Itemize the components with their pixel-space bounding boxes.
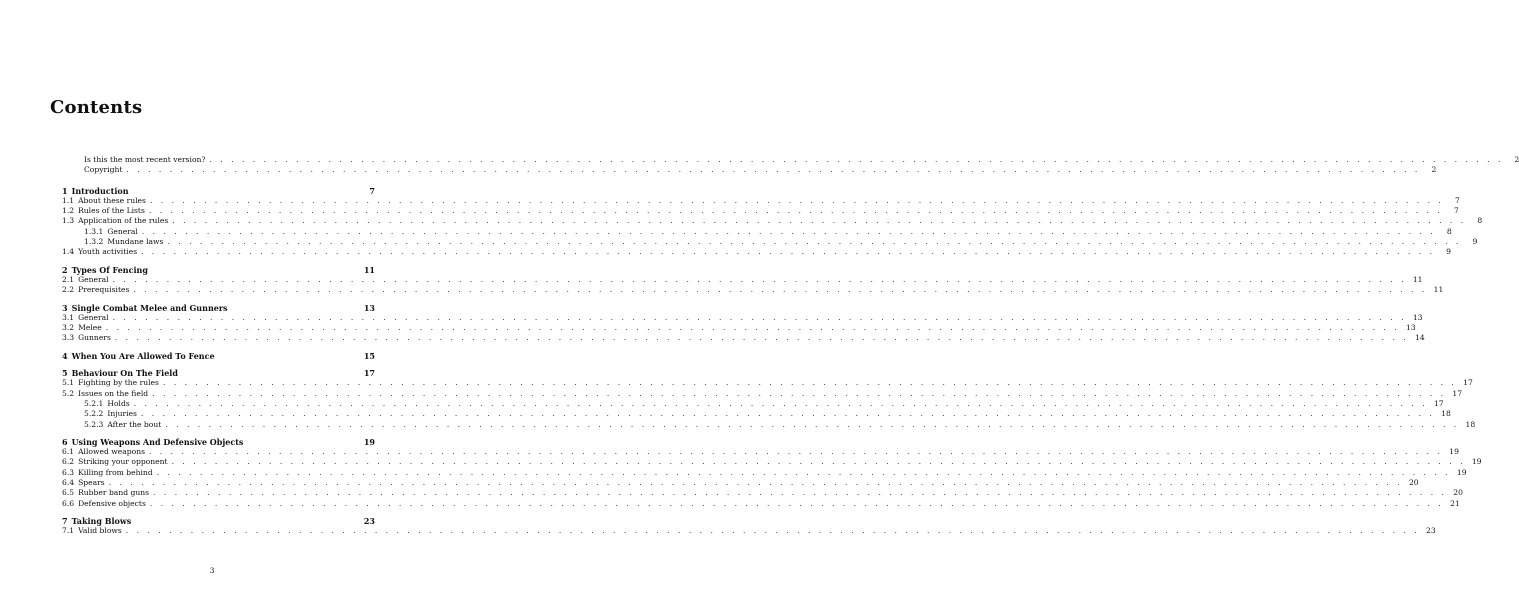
dot-leader: . . . . . . . . . . . . . . . . . . . . . . . . . . . . . . . . . . . . . . . . . . . . . . . . . . . . . . . . . . . . . . . . . . . . . . . . . . . . . . . . . . . . . . . . . . . . . . . . . . . . . . . . . . . . . . . . . . . . . . . . <box>141 247 1436 257</box>
chapter-page: 13 <box>363 302 375 313</box>
entry-number: 3.1 <box>62 312 75 322</box>
entry-page: 13 <box>1406 323 1416 333</box>
chapter-title: When You Are Allowed To Fence <box>71 350 215 361</box>
toc-chapter-entry[interactable] <box>62 351 375 361</box>
chapter-number: 5 <box>62 368 68 379</box>
toc-section-entry[interactable] <box>62 206 1459 216</box>
entry-title: Application of the rules <box>78 216 169 226</box>
entry-page: 17 <box>1463 378 1473 388</box>
dot-leader: . . . . . . . . . . . . . . . . . . . . . . . . . . . . . . . . . . . . . . . . . . . . . . . . . . . . . . . . . . . . . . . . . . . . . . . . . . . . . . . . . . . . . . . . . . . . . . . . . . . . . . . . . . . . . . . . . . . . . . . . <box>165 419 1460 429</box>
dot-leader: . . . . . . . . . . . . . . . . . . . . . . . . . . . . . . . . . . . . . . . . . . . . . . . . . . . . . . . . . . . . . . . . . . . . . . . . . . . . . . . . . . . . . . . . . . . . . . . . . . . . . . . . . . . . . . . . . . . . . . . . <box>148 206 1443 216</box>
entry-title: Rules of the Lists <box>78 206 145 216</box>
toc-subsection-entry[interactable] <box>62 226 1452 237</box>
entry-page: 2 <box>1514 155 1519 164</box>
chapter-title: Behaviour On The Field <box>71 368 178 379</box>
entry-title: Is this the most recent version? <box>84 155 206 164</box>
toc-subsection-entry[interactable] <box>62 409 1451 419</box>
entry-number: 1.3.2 <box>84 237 104 247</box>
toc-section-entry[interactable] <box>62 457 1482 467</box>
dot-leader: . . . . . . . . . . . . . . . . . . . . . . . . . . . . . . . . . . . . . . . . . . . . . . . . . . . . . . . . . . . . . . . . . . . . . . . . . . . . . . . . . . . . . . . . . . . . . . . . . . . . . . . . . . . . . . . . . . . . . . . . <box>167 237 1462 247</box>
dot-leader: . . . . . . . . . . . . . . . . . . . . . . . . . . . . . . . . . . . . . . . . . . . . . . . . . . . . . . . . . . . . . . . . . . . . . . . . . . . . . . . . . . . . . . . . . . . . . . . . . . . . . . . . . . . . . . . . . . . . . . . . <box>141 226 1436 236</box>
toc-chapter-entry[interactable] <box>62 516 375 526</box>
toc-section-entry[interactable] <box>62 498 1460 509</box>
entry-title: Mundane laws <box>107 237 164 247</box>
entry-page: 7 <box>1453 206 1459 216</box>
dot-leader: . . . . . . . . . . . . . . . . . . . . . . . . . . . . . . . . . . . . . . . . . . . . . . . . . . . . . . . . . . . . . . . . . . . . . . . . . . . . . . . . . . . . . . . . . . . . . . . . . . . . . . . . . . . . . . . . . . . . . . . . <box>149 498 1444 508</box>
toc-front-entry[interactable] <box>62 155 1519 165</box>
toc-section-entry[interactable] <box>62 323 1416 333</box>
entry-number: 5.2 <box>62 388 75 398</box>
chapter-page: 23 <box>363 515 375 526</box>
toc-chapter-entry[interactable] <box>62 368 375 378</box>
toc-section-entry[interactable] <box>62 447 1459 457</box>
entry-title: Striking your opponent <box>78 457 168 467</box>
entry-page: 11 <box>1433 285 1444 295</box>
entry-number: 1.3 <box>62 216 75 226</box>
entry-page: 17 <box>1452 388 1463 398</box>
entry-title: Youth activities <box>78 247 138 257</box>
entry-number: 2.1 <box>62 274 75 284</box>
entry-number: 3.2 <box>62 323 75 333</box>
entry-page: 2 <box>1431 165 1437 175</box>
dot-leader: . . . . . . . . . . . . . . . . . . . . . . . . . . . . . . . . . . . . . . . . . . . . . . . . . . . . . . . . . . . . . . . . . . . . . . . . . . . . . . . . . . . . . . . . . . . . . . . . . . . . . . . . . . . . . . . . . . . . . . . . <box>125 526 1420 536</box>
entry-number: 1.3.1 <box>84 226 104 236</box>
entry-title: Injuries <box>107 409 137 419</box>
entry-number: 7.1 <box>62 526 75 536</box>
chapter-number: 3 <box>62 302 68 313</box>
dot-leader: . . . . . . . . . . . . . . . . . . . . . . . . . . . . . . . . . . . . . . . . . . . . . . . . . . . . . . . . . . . . . . . . . . . . . . . . . . . . . . . . . . . . . . . . . . . . . . . . . . . . . . . . . . . . . . . . . . . . . . . . <box>133 398 1428 408</box>
entry-page: 20 <box>1408 478 1419 488</box>
entry-number: 5.2.1 <box>84 398 104 408</box>
entry-number: 6.6 <box>62 498 75 508</box>
entry-number: 6.4 <box>62 478 75 488</box>
dot-leader: . . . . . . . . . . . . . . . . . . . . . . . . . . . . . . . . . . . . . . . . . . . . . . . . . . . . . . . . . . . . . . . . . . . . . . . . . . . . . . . . . . . . . . . . . . . . . . . . . . . . . . . . . . . . . . . . . . . . . . . . <box>156 467 1451 477</box>
page-title: Contents <box>50 97 143 118</box>
entry-number: 6.2 <box>62 457 75 467</box>
entry-title: Allowed weapons <box>78 447 146 457</box>
page-number: 3 <box>209 566 215 575</box>
dot-leader: . . . . . . . . . . . . . . . . . . . . . . . . . . . . . . . . . . . . . . . . . . . . . . . . . . . . . . . . . . . . . . . . . . . . . . . . . . . . . . . . . . . . . . . . . . . . . . . . . . . . . . . . . . . . . . . . . . . . . . . . <box>105 323 1400 333</box>
toc-subsection-entry[interactable] <box>62 237 1478 247</box>
entry-number: 6.1 <box>62 447 75 457</box>
entry-page: 7 <box>1455 195 1460 205</box>
entry-title: About these rules <box>78 195 146 205</box>
toc-chapter-entry[interactable] <box>62 265 375 275</box>
dot-leader: . . . . . . . . . . . . . . . . . . . . . . . . . . . . . . . . . . . . . . . . . . . . . . . . . . . . . . . . . . . . . . . . . . . . . . . . . . . . . . . . . . . . . . . . . . . . . . . . . . . . . . . . . . . . . . . . . . . . . . . . <box>152 388 1447 398</box>
toc-section-entry[interactable] <box>62 195 1460 206</box>
table-of-contents <box>62 155 1519 537</box>
entry-page: 21 <box>1450 498 1460 508</box>
toc-section-entry[interactable] <box>62 478 1419 488</box>
dot-leader: . . . . . . . . . . . . . . . . . . . . . . . . . . . . . . . . . . . . . . . . . . . . . . . . . . . . . . . . . . . . . . . . . . . . . . . . . . . . . . . . . . . . . . . . . . . . . . . . . . . . . . . . . . . . . . . . . . . . . . . . <box>114 333 1409 343</box>
dot-leader: . . . . . . . . . . . . . . . . . . . . . . . . . . . . . . . . . . . . . . . . . . . . . . . . . . . . . . . . . . . . . . . . . . . . . . . . . . . . . . . . . . . . . . . . . . . . . . . . . . . . . . . . . . . . . . . . . . . . . . . . <box>140 409 1435 419</box>
toc-section-entry[interactable] <box>62 285 1444 295</box>
dot-leader: . . . . . . . . . . . . . . . . . . . . . . . . . . . . . . . . . . . . . . . . . . . . . . . . . . . . . . . . . . . . . . . . . . . . . . . . . . . . . . . . . . . . . . . . . . . . . . . . . . . . . . . . . . . . . . . . . . . . . . . . <box>149 447 1443 457</box>
entry-title: Defensive objects <box>78 498 146 508</box>
dot-leader: . . . . . . . . . . . . . . . . . . . . . . . . . . . . . . . . . . . . . . . . . . . . . . . . . . . . . . . . . . . . . . . . . . . . . . . . . . . . . . . . . . . . . . . . . . . . . . . . . . . . . . . . . . . . . . . . . . . . . . . . <box>171 457 1466 467</box>
entry-page: 19 <box>1456 467 1467 477</box>
entry-page: 8 <box>1477 216 1483 226</box>
toc-chapter-entry[interactable] <box>62 437 375 447</box>
toc-section-entry[interactable] <box>62 488 1463 498</box>
chapter-title: Using Weapons And Defensive Objects <box>71 436 244 447</box>
toc-section-entry[interactable] <box>62 378 1473 388</box>
toc-chapter-entry[interactable] <box>62 186 375 196</box>
toc-subsection-entry[interactable] <box>62 398 1444 409</box>
chapter-page: 19 <box>363 436 375 447</box>
chapter-number: 2 <box>62 264 68 275</box>
toc-section-entry[interactable] <box>62 216 1483 226</box>
dot-leader: . . . . . . . . . . . . . . . . . . . . . . . . . . . . . . . . . . . . . . . . . . . . . . . . . . . . . . . . . . . . . . . . . . . . . . . . . . . . . . . . . . . . . . . . . . . . . . . . . . . . . . . . . . . . . . . . . . . . . . . . <box>112 312 1407 322</box>
toc-section-entry[interactable] <box>62 388 1463 399</box>
entry-title: Gunners <box>78 333 111 343</box>
dot-leader: . . . . . . . . . . . . . . . . . . . . . . . . . . . . . . . . . . . . . . . . . . . . . . . . . . . . . . . . . . . . . . . . . . . . . . . . . . . . . . . . . . . . . . . . . . . . . . . . . . . . . . . . . . . . . . . . . . . . . . . . <box>108 478 1403 488</box>
entry-title: Melee <box>78 323 102 333</box>
entry-page: 9 <box>1446 247 1452 257</box>
dot-leader: . . . . . . . . . . . . . . . . . . . . . . . . . . . . . . . . . . . . . . . . . . . . . . . . . . . . . . . . . . . . . . . . . . . . . . . . . . . . . . . . . . . . . . . . . . . . . . . . . . . . . . . . . . . . . . . . . . . . . . . . <box>153 488 1447 498</box>
entry-number: 1.1 <box>62 195 75 205</box>
dot-leader: . . . . . . . . . . . . . . . . . . . . . . . . . . . . . . . . . . . . . . . . . . . . . . . . . . . . . . . . . . . . . . . . . . . . . . . . . . . . . . . . . . . . . . . . . . . . . . . . . . . . . . . . . . . . . . . . . . . . . . . . <box>112 274 1407 284</box>
chapter-page: 7 <box>369 185 375 196</box>
entry-title: Rubber band guns <box>78 488 150 498</box>
toc-front-entry[interactable] <box>62 165 1437 175</box>
entry-title: Issues on the field <box>78 388 149 398</box>
entry-page: 11 <box>1412 274 1423 284</box>
entry-number: 5.2.2 <box>84 409 104 419</box>
entry-title: General <box>107 226 138 236</box>
entry-page: 19 <box>1449 447 1459 457</box>
dot-leader: . . . . . . . . . . . . . . . . . . . . . . . . . . . . . . . . . . . . . . . . . . . . . . . . . . . . . . . . . . . . . . . . . . . . . . . . . . . . . . . . . . . . . . . . . . . . . . . . . . . . . . . . . . . . . . . . . . . . . . . . <box>149 195 1444 205</box>
entry-title: General <box>78 274 109 284</box>
entry-title: Fighting by the rules <box>78 378 159 388</box>
entry-page: 9 <box>1472 237 1478 247</box>
chapter-number: 4 <box>62 350 68 361</box>
toc-section-entry[interactable] <box>62 247 1452 257</box>
entry-number: 5.2.3 <box>84 419 104 429</box>
entry-page: 18 <box>1441 409 1451 419</box>
toc-section-entry[interactable] <box>62 274 1423 285</box>
chapter-title: Introduction <box>71 185 129 196</box>
entry-number: 1.4 <box>62 247 75 257</box>
entry-page: 23 <box>1426 526 1436 536</box>
chapter-title: Taking Blows <box>71 515 132 526</box>
dot-leader: . . . . . . . . . . . . . . . . . . . . . . . . . . . . . . . . . . . . . . . . . . . . . . . . . . . . . . . . . . . . . . . . . . . . . . . . . . . . . . . . . . . . . . . . . . . . . . . . . . . . . . . . . . . . . . . . . . . . . . . . <box>162 378 1457 388</box>
entry-number: 6.5 <box>62 488 75 498</box>
entry-page: 19 <box>1471 457 1482 467</box>
entry-number: 6.3 <box>62 467 75 477</box>
dot-leader: . . . . . . . . . . . . . . . . . . . . . . . . . . . . . . . . . . . . . . . . . . . . . . . . . . . . . . . . . . . . . . . . . . . . . . . . . . . . . . . . . . . . . . . . . . . . . . . . . . . . . . . . . . . . . . . . . . . . . . . . <box>209 155 1504 164</box>
entry-page: 20 <box>1453 488 1463 498</box>
entry-page: 18 <box>1465 419 1476 429</box>
chapter-page: 11 <box>363 264 375 275</box>
entry-title: General <box>78 312 109 322</box>
entry-number: 5.1 <box>62 378 75 388</box>
entry-number: 2.2 <box>62 285 75 295</box>
toc-subsection-entry[interactable] <box>62 419 1476 430</box>
entry-title: Valid blows <box>78 526 122 536</box>
entry-page: 17 <box>1433 398 1444 408</box>
chapter-title: Types Of Fencing <box>71 264 148 275</box>
chapter-title: Single Combat Melee and Gunners <box>71 302 228 313</box>
entry-page: 8 <box>1446 226 1452 236</box>
dot-leader: . . . . . . . . . . . . . . . . . . . . . . . . . . . . . . . . . . . . . . . . . . . . . . . . . . . . . . . . . . . . . . . . . . . . . . . . . . . . . . . . . . . . . . . . . . . . . . . . . . . . . . . . . . . . . . . . . . . . . . . . <box>133 285 1428 295</box>
chapter-number: 6 <box>62 436 68 447</box>
entry-number: 1.2 <box>62 206 75 216</box>
entry-title: Spears <box>78 478 105 488</box>
chapter-page: 15 <box>363 350 375 361</box>
toc-section-entry[interactable] <box>62 312 1423 323</box>
entry-page: 13 <box>1412 312 1423 322</box>
chapter-number: 1 <box>62 185 68 196</box>
entry-title: Copyright <box>84 165 123 175</box>
entry-title: Holds <box>107 398 130 408</box>
entry-page: 14 <box>1415 333 1425 343</box>
entry-title: After the bout <box>107 419 162 429</box>
entry-number: 3.3 <box>62 333 75 343</box>
toc-chapter-entry[interactable] <box>62 303 375 313</box>
toc-section-entry[interactable] <box>62 333 1425 343</box>
toc-section-entry[interactable] <box>62 467 1467 478</box>
dot-leader: . . . . . . . . . . . . . . . . . . . . . . . . . . . . . . . . . . . . . . . . . . . . . . . . . . . . . . . . . . . . . . . . . . . . . . . . . . . . . . . . . . . . . . . . . . . . . . . . . . . . . . . . . . . . . . . . . . . . . . . . <box>126 165 1421 175</box>
entry-title: Killing from behind <box>78 467 153 477</box>
entry-title: Prerequisites <box>78 285 130 295</box>
toc-section-entry[interactable] <box>62 526 1436 536</box>
chapter-number: 7 <box>62 515 68 526</box>
dot-leader: . . . . . . . . . . . . . . . . . . . . . . . . . . . . . . . . . . . . . . . . . . . . . . . . . . . . . . . . . . . . . . . . . . . . . . . . . . . . . . . . . . . . . . . . . . . . . . . . . . . . . . . . . . . . . . . . . . . . . . . . <box>172 216 1467 226</box>
chapter-page: 17 <box>363 368 375 379</box>
